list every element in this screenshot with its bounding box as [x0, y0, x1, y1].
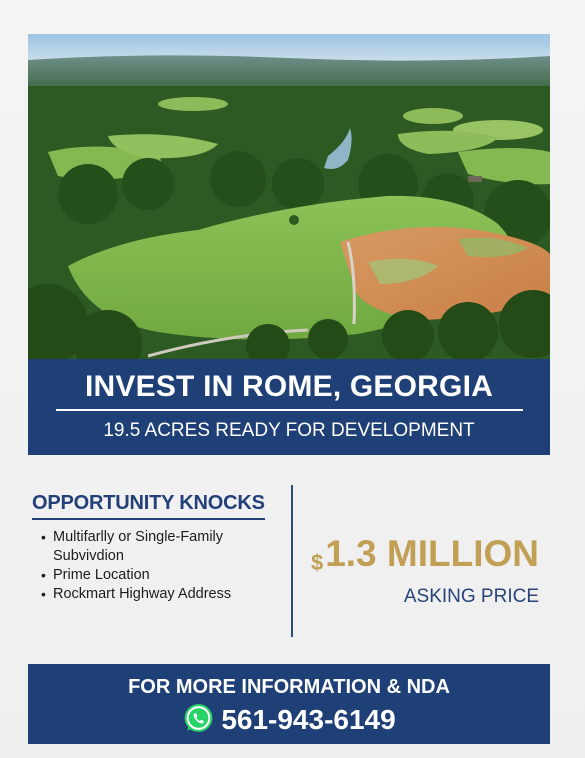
opportunity-list	[32, 528, 282, 604]
bullet-icon: •	[41, 567, 46, 583]
bullet-icon: •	[41, 586, 46, 602]
hero-subtitle: 19.5 ACRES READY FOR DEVELOPMENT	[103, 420, 475, 441]
opportunity-heading: OPPORTUNITY KNOCKS	[32, 492, 265, 520]
currency-symbol: $	[310, 550, 324, 575]
opportunity-section	[32, 492, 282, 604]
price-value	[305, 533, 539, 584]
list-item	[32, 585, 282, 604]
contact-heading: FOR MORE INFORMATION & NDA	[128, 676, 450, 698]
list-item	[32, 528, 282, 566]
section-divider	[291, 485, 293, 637]
bullet-icon: •	[41, 529, 46, 545]
contact-phone-row	[28, 702, 550, 737]
aerial-land-photo	[28, 34, 550, 364]
list-item-text: Rockmart Highway Address	[53, 586, 232, 602]
price-amount: 1.3 MILLION	[325, 533, 539, 574]
price-label: ASKING PRICE	[403, 586, 539, 607]
list-item-text: Prime Location	[53, 567, 150, 583]
hero-divider	[56, 409, 523, 411]
whatsapp-icon	[182, 702, 215, 735]
phone-number[interactable]: 561-943-6149	[221, 704, 396, 735]
hero-title: INVEST IN ROME, GEORGIA	[85, 370, 493, 403]
list-item-text: Multifarlly or Single-Family	[53, 529, 224, 545]
hero-banner	[28, 359, 550, 455]
list-item	[32, 566, 282, 585]
price-block	[305, 533, 539, 608]
contact-banner	[28, 664, 550, 744]
list-item-text-continued: Subvivdion	[53, 548, 124, 564]
